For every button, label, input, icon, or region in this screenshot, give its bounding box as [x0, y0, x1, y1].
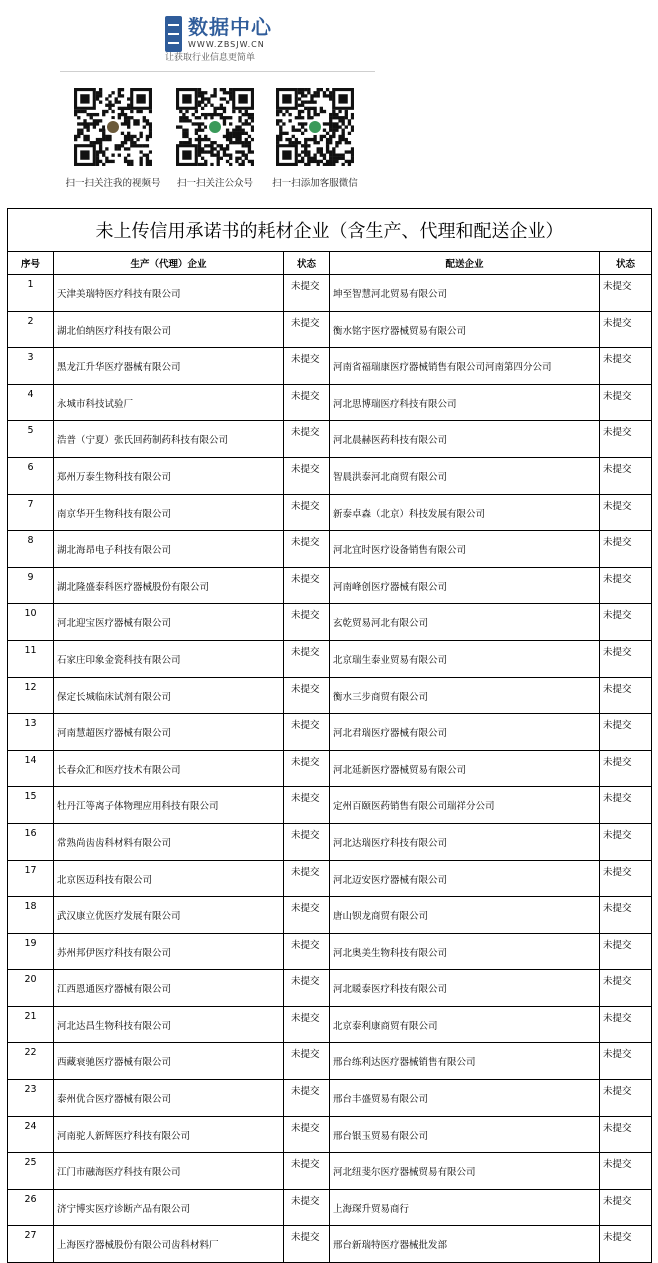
- table-row: [8, 933, 652, 970]
- cell-status: 未提交: [284, 933, 330, 970]
- cell-manufacturer: 黑龙江升华医疗器械有限公司: [54, 348, 284, 385]
- table-row: [8, 348, 652, 385]
- table-row: [8, 714, 652, 751]
- cell-distributor: 邢台银玉贸易有限公司: [330, 1116, 600, 1153]
- cell-manufacturer: 牡丹江等离子体物理应用科技有限公司: [54, 787, 284, 824]
- cell-status: 未提交: [284, 1189, 330, 1226]
- logo-slogan: 让获取行业信息更简单: [165, 53, 256, 63]
- cell-status: 未提交: [284, 494, 330, 531]
- cell-distributor: 邢台新瑞特医疗器械批发部: [330, 1226, 600, 1263]
- cell-no: 10: [8, 604, 54, 641]
- cell-no: 24: [8, 1116, 54, 1153]
- cell-manufacturer: 武汉康立优医疗发展有限公司: [54, 897, 284, 934]
- cell-distributor: 河北达瑞医疗科技有限公司: [330, 823, 600, 860]
- cell-no: 27: [8, 1226, 54, 1263]
- table-row: [8, 1189, 652, 1226]
- cell-manufacturer: 河南慧超医疗器械有限公司: [54, 714, 284, 751]
- cell-manufacturer: 湖北隆盛泰科医疗器械股份有限公司: [54, 567, 284, 604]
- cell-distributor: 衡水铭宇医疗器械贸易有限公司: [330, 311, 600, 348]
- cell-manufacturer: 常熟尚齿齿科材料有限公司: [54, 823, 284, 860]
- cell-manufacturer: 湖北海昂电子科技有限公司: [54, 531, 284, 568]
- cell-status: 未提交: [284, 860, 330, 897]
- logo-mark-icon: [165, 16, 182, 52]
- cell-status: 未提交: [284, 897, 330, 934]
- cell-status: 未提交: [284, 567, 330, 604]
- cell-no: 16: [8, 823, 54, 860]
- cell-status: 未提交: [600, 275, 652, 312]
- cell-status: 未提交: [284, 457, 330, 494]
- cell-manufacturer: 北京医迈科技有限公司: [54, 860, 284, 897]
- cell-status: 未提交: [600, 311, 652, 348]
- table-row: [8, 421, 652, 458]
- cell-status: 未提交: [600, 1116, 652, 1153]
- table-row: [8, 1226, 652, 1263]
- cell-manufacturer: 永城市科技试验厂: [54, 384, 284, 421]
- table-row: [8, 640, 652, 677]
- cell-manufacturer: 苏州邦伊医疗科技有限公司: [54, 933, 284, 970]
- cell-distributor: 衡水三步商贸有限公司: [330, 677, 600, 714]
- column-header-manufacturer: 生产（代理）企业: [54, 252, 284, 275]
- cell-manufacturer: 天津美瑞特医疗科技有限公司: [54, 275, 284, 312]
- cell-no: 18: [8, 897, 54, 934]
- cell-status: 未提交: [284, 750, 330, 787]
- cell-manufacturer: 河北迎宝医疗器械有限公司: [54, 604, 284, 641]
- cell-no: 6: [8, 457, 54, 494]
- cell-distributor: 北京瑞生泰业贸易有限公司: [330, 640, 600, 677]
- cell-manufacturer: 泰州优合医疗器械有限公司: [54, 1080, 284, 1117]
- table-row: [8, 750, 652, 787]
- cell-status: 未提交: [284, 970, 330, 1007]
- cell-distributor: 邢台丰盛贸易有限公司: [330, 1080, 600, 1117]
- cell-status: 未提交: [600, 1043, 652, 1080]
- cell-status: 未提交: [284, 640, 330, 677]
- table-row: [8, 1080, 652, 1117]
- cell-distributor: 北京泰利康商贸有限公司: [330, 1006, 600, 1043]
- cell-status: 未提交: [284, 275, 330, 312]
- table-row: [8, 860, 652, 897]
- cell-status: 未提交: [600, 1006, 652, 1043]
- cell-status: 未提交: [284, 1006, 330, 1043]
- logo-url: WWW.ZBSJW.CN: [188, 40, 265, 49]
- cell-distributor: 河北暖泰医疗科技有限公司: [330, 970, 600, 1007]
- table-title: 未上传信用承诺书的耗材企业（含生产、代理和配送企业）: [8, 209, 652, 252]
- cell-status: 未提交: [600, 933, 652, 970]
- cell-status: 未提交: [284, 421, 330, 458]
- cell-status: 未提交: [600, 384, 652, 421]
- cell-manufacturer: 浩普（宁夏）张氏回药制药科技有限公司: [54, 421, 284, 458]
- enterprise-table: [7, 208, 652, 1263]
- cell-no: 8: [8, 531, 54, 568]
- column-header-status: 状态: [600, 252, 652, 275]
- table-row: [8, 457, 652, 494]
- table-row: [8, 604, 652, 641]
- cell-no: 5: [8, 421, 54, 458]
- cell-status: 未提交: [600, 494, 652, 531]
- cell-distributor: 坤至智慧河北贸易有限公司: [330, 275, 600, 312]
- cell-status: 未提交: [600, 1189, 652, 1226]
- cell-distributor: 玄乾贸易河北有限公司: [330, 604, 600, 641]
- cell-no: 20: [8, 970, 54, 1007]
- cell-status: 未提交: [600, 714, 652, 751]
- cell-distributor: 河北思博瑞医疗科技有限公司: [330, 384, 600, 421]
- cell-manufacturer: 南京华开生物科技有限公司: [54, 494, 284, 531]
- cell-status: 未提交: [600, 823, 652, 860]
- cell-manufacturer: 上海医疗器械股份有限公司齿科材料厂: [54, 1226, 284, 1263]
- table-row: [8, 1116, 652, 1153]
- cell-status: 未提交: [284, 531, 330, 568]
- cell-status: 未提交: [600, 787, 652, 824]
- column-header-status: 状态: [284, 252, 330, 275]
- cell-no: 11: [8, 640, 54, 677]
- table-row: [8, 897, 652, 934]
- table-header-row: [8, 252, 652, 275]
- cell-no: 17: [8, 860, 54, 897]
- enterprise-table-wrapper: [7, 208, 651, 1263]
- cell-status: 未提交: [284, 823, 330, 860]
- cell-distributor: 唐山钡龙商贸有限公司: [330, 897, 600, 934]
- qr-code-icon: [74, 88, 152, 166]
- table-row: [8, 677, 652, 714]
- cell-distributor: 河北晨赫医药科技有限公司: [330, 421, 600, 458]
- cell-no: 19: [8, 933, 54, 970]
- cell-distributor: 河北奥美生物科技有限公司: [330, 933, 600, 970]
- cell-no: 1: [8, 275, 54, 312]
- table-row: [8, 1006, 652, 1043]
- table-row: [8, 311, 652, 348]
- cell-manufacturer: 西藏衰驰医疗器械有限公司: [54, 1043, 284, 1080]
- cell-no: 7: [8, 494, 54, 531]
- cell-manufacturer: 保定长城临床试剂有限公司: [54, 677, 284, 714]
- cell-manufacturer: 江西恩通医疗器械有限公司: [54, 970, 284, 1007]
- cell-distributor: 河北纽斐尔医疗器械贸易有限公司: [330, 1153, 600, 1190]
- cell-no: 15: [8, 787, 54, 824]
- cell-status: 未提交: [600, 421, 652, 458]
- table-row: [8, 531, 652, 568]
- cell-status: 未提交: [284, 677, 330, 714]
- cell-status: 未提交: [284, 1043, 330, 1080]
- cell-no: 23: [8, 1080, 54, 1117]
- cell-status: 未提交: [284, 714, 330, 751]
- cell-distributor: 邢台练利达医疗器械销售有限公司: [330, 1043, 600, 1080]
- table-row: [8, 1043, 652, 1080]
- table-row: [8, 1153, 652, 1190]
- cell-status: 未提交: [284, 311, 330, 348]
- cell-status: 未提交: [600, 750, 652, 787]
- cell-status: 未提交: [600, 457, 652, 494]
- cell-status: 未提交: [284, 604, 330, 641]
- cell-status: 未提交: [600, 604, 652, 641]
- cell-status: 未提交: [284, 1226, 330, 1263]
- qr-official-account: [165, 88, 265, 190]
- cell-no: 2: [8, 311, 54, 348]
- column-header-distributor: 配送企业: [330, 252, 600, 275]
- cell-status: 未提交: [600, 1153, 652, 1190]
- cell-distributor: 河南峰创医疗器械有限公司: [330, 567, 600, 604]
- cell-distributor: 河南省福瑞康医疗器械销售有限公司河南第四分公司: [330, 348, 600, 385]
- cell-status: 未提交: [600, 348, 652, 385]
- qr-caption: 扫一扫关注公众号: [176, 178, 253, 189]
- table-row: [8, 494, 652, 531]
- table-body: [8, 275, 652, 1263]
- qr-code-icon: [276, 88, 354, 166]
- cell-no: 21: [8, 1006, 54, 1043]
- cell-distributor: 河北延新医疗器械贸易有限公司: [330, 750, 600, 787]
- table-row: [8, 384, 652, 421]
- cell-no: 13: [8, 714, 54, 751]
- qr-video-channel: [63, 88, 163, 190]
- cell-status: 未提交: [600, 1226, 652, 1263]
- cell-distributor: 定州百颐医药销售有限公司瑞祥分公司: [330, 787, 600, 824]
- cell-status: 未提交: [284, 787, 330, 824]
- cell-distributor: 智晨洪泰河北商贸有限公司: [330, 457, 600, 494]
- cell-manufacturer: 长春众汇和医疗技术有限公司: [54, 750, 284, 787]
- cell-status: 未提交: [600, 567, 652, 604]
- cell-manufacturer: 河南驼人新辉医疗科技有限公司: [54, 1116, 284, 1153]
- cell-status: 未提交: [284, 1153, 330, 1190]
- qr-caption: 扫一扫添加客服微信: [272, 178, 358, 189]
- cell-no: 22: [8, 1043, 54, 1080]
- cell-manufacturer: 郑州万泰生物科技有限公司: [54, 457, 284, 494]
- cell-status: 未提交: [284, 348, 330, 385]
- qr-code-icon: [176, 88, 254, 166]
- cell-distributor: 河北宜时医疗设备销售有限公司: [330, 531, 600, 568]
- cell-distributor: 上海琛升贸易商行: [330, 1189, 600, 1226]
- cell-status: 未提交: [600, 897, 652, 934]
- cell-manufacturer: 江门市融海医疗科技有限公司: [54, 1153, 284, 1190]
- cell-distributor: 河北迈安医疗器械有限公司: [330, 860, 600, 897]
- cell-manufacturer: 济宁博实医疗诊断产品有限公司: [54, 1189, 284, 1226]
- cell-manufacturer: 石家庄印象金瓷科技有限公司: [54, 640, 284, 677]
- cell-no: 25: [8, 1153, 54, 1190]
- cell-status: 未提交: [600, 860, 652, 897]
- cell-no: 9: [8, 567, 54, 604]
- qr-customer-service: [265, 88, 365, 190]
- cell-status: 未提交: [284, 384, 330, 421]
- cell-no: 4: [8, 384, 54, 421]
- cell-no: 26: [8, 1189, 54, 1226]
- cell-no: 3: [8, 348, 54, 385]
- table-row: [8, 970, 652, 1007]
- cell-status: 未提交: [600, 1080, 652, 1117]
- cell-status: 未提交: [284, 1080, 330, 1117]
- cell-status: 未提交: [600, 970, 652, 1007]
- cell-distributor: 河北君瑞医疗器械有限公司: [330, 714, 600, 751]
- cell-status: 未提交: [284, 1116, 330, 1153]
- cell-no: 12: [8, 677, 54, 714]
- logo-title: 数据中心: [188, 15, 272, 39]
- cell-status: 未提交: [600, 640, 652, 677]
- header-divider: [60, 71, 375, 72]
- cell-no: 14: [8, 750, 54, 787]
- cell-manufacturer: 湖北伯纳医疗科技有限公司: [54, 311, 284, 348]
- cell-manufacturer: 河北达昌生物科技有限公司: [54, 1006, 284, 1043]
- qr-caption: 扫一扫关注我的视频号: [65, 178, 161, 189]
- table-row: [8, 567, 652, 604]
- table-row: [8, 275, 652, 312]
- column-header-no: 序号: [8, 252, 54, 275]
- table-row: [8, 823, 652, 860]
- cell-status: 未提交: [600, 531, 652, 568]
- table-row: [8, 787, 652, 824]
- cell-status: 未提交: [600, 677, 652, 714]
- cell-distributor: 新泰卓森（北京）科技发展有限公司: [330, 494, 600, 531]
